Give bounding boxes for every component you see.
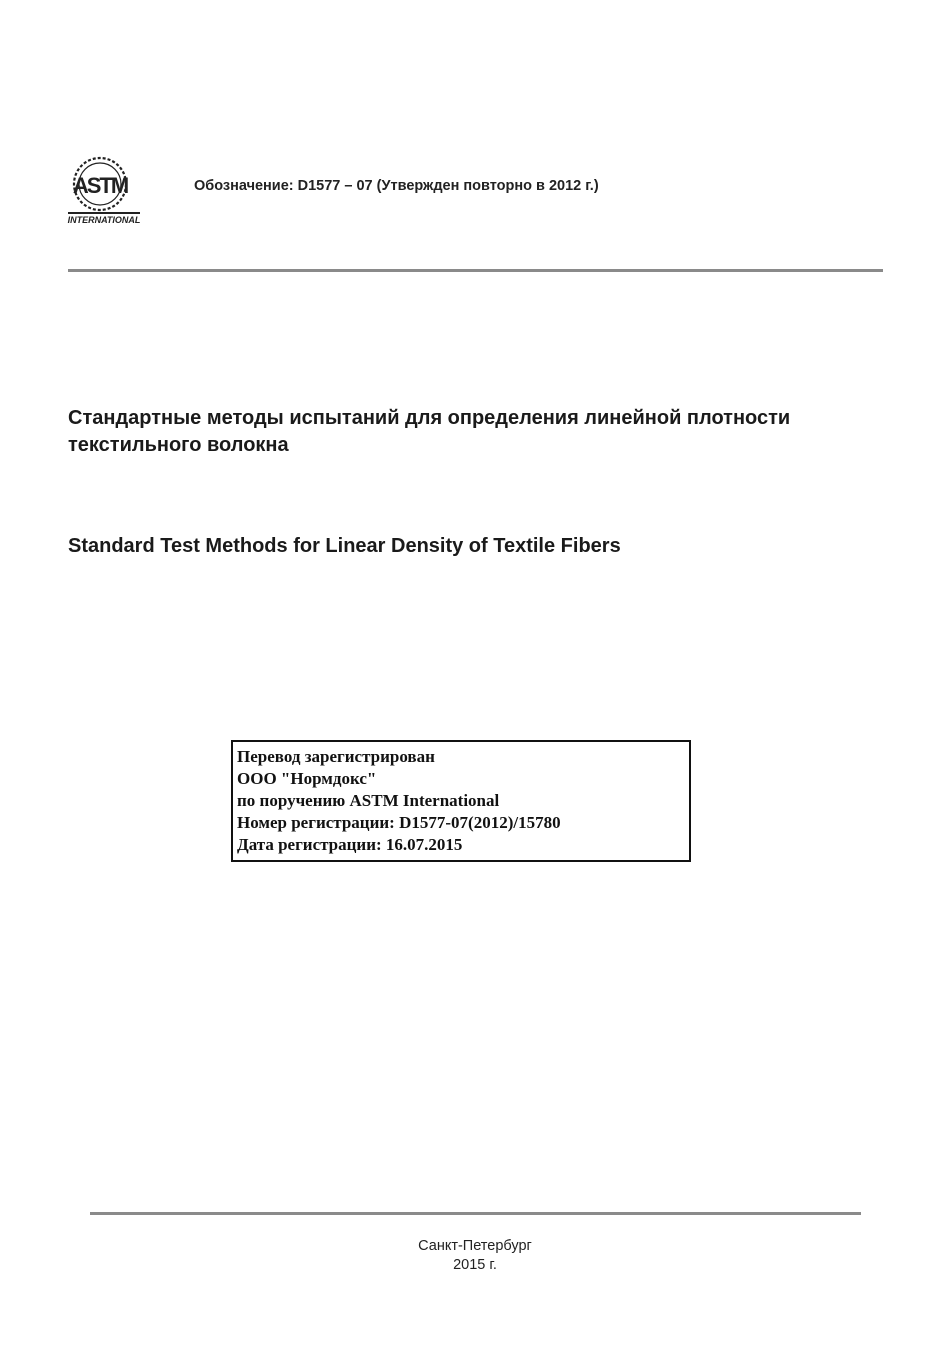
logo-wordmark: INTERNATIONAL [67, 215, 141, 225]
registration-stamp-box [231, 740, 691, 862]
footer-year: 2015 г. [453, 1257, 497, 1273]
registration-line-5: Дата регистрации: 16.07.2015 [237, 835, 463, 854]
title-russian [68, 405, 888, 459]
astm-logo-icon [66, 156, 144, 228]
footer-city: Санкт-Петербург [418, 1238, 532, 1254]
svg-text:ASTM: ASTM [72, 173, 128, 198]
title-russian-line-2: текстильного волокна [68, 434, 289, 456]
header-divider [68, 269, 883, 272]
title-russian-line-1: Стандартные методы испытаний для определения линейной плотности [68, 407, 791, 429]
registration-line-3: по поручению ASTM International [237, 791, 500, 810]
title-english: Standard Test Methods for Linear Density of Textile Fibers [68, 535, 621, 557]
document-designation: Обозначение: D1577 – 07 (Утвержден повторно в 2012 г.) [194, 178, 599, 194]
footer-divider [90, 1212, 861, 1215]
registration-line-4: Номер регистрации: D1577-07(2012)/15780 [237, 813, 561, 832]
registration-line-2: ООО "Нормдокс" [237, 769, 377, 788]
footer [0, 1237, 950, 1275]
registration-line-1: Перевод зарегистрирован [237, 747, 435, 766]
